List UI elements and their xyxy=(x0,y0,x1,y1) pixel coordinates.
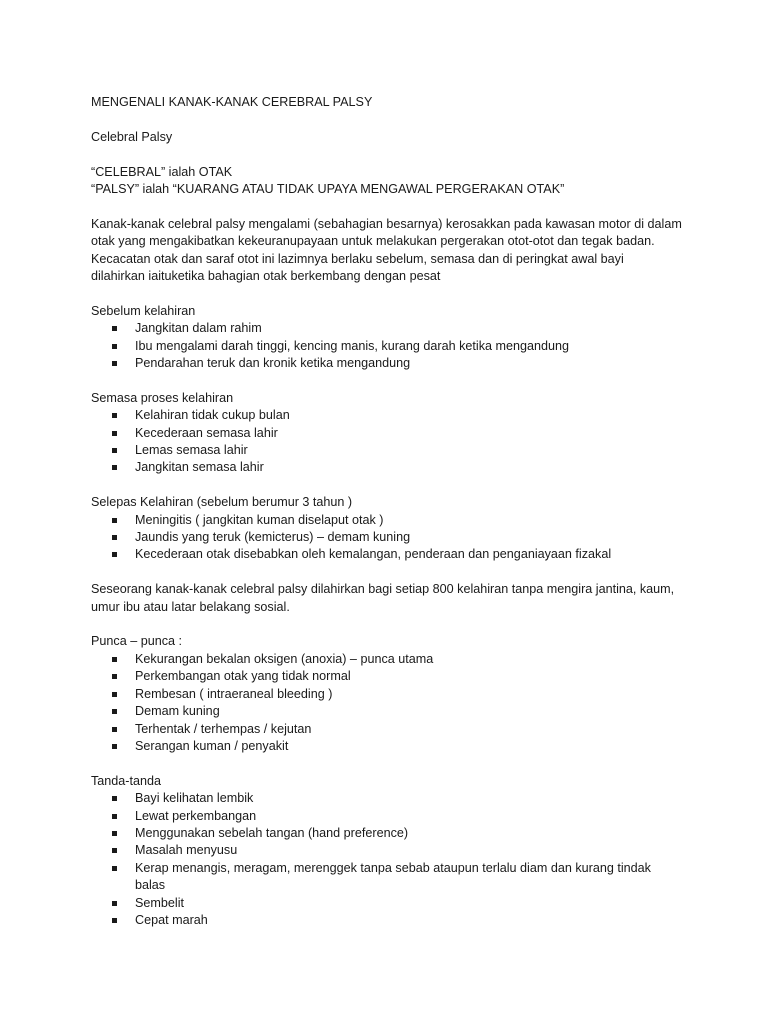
section-signs xyxy=(91,773,691,930)
section-causes xyxy=(91,633,691,755)
square-bullet-icon xyxy=(112,674,117,679)
list-item: Perkembangan otak yang tidak normal xyxy=(91,668,691,685)
intro-line: Kanak-kanak celebral palsy mengalami (sebahagian besarnya) kerosakkan pada kawasan motor di dalam xyxy=(91,216,682,231)
list-item: Serangan kuman / penyakit xyxy=(91,738,691,755)
list-item: Meningitis ( jangkitan kuman diselaput otak ) xyxy=(91,512,691,529)
bullet-list xyxy=(91,407,691,477)
square-bullet-icon xyxy=(112,552,117,557)
list-item: Lewat perkembangan xyxy=(91,808,691,825)
list-item: Masalah menyusu xyxy=(91,842,691,859)
list-item: Demam kuning xyxy=(91,703,691,720)
list-item: Kelahiran tidak cukup bulan xyxy=(91,407,691,424)
square-bullet-icon xyxy=(112,709,117,714)
list-item: Pendarahan teruk dan kronik ketika mengandung xyxy=(91,355,691,372)
square-bullet-icon xyxy=(112,848,117,853)
section-before-birth xyxy=(91,303,691,373)
statistic-paragraph xyxy=(91,581,691,616)
intro-line: Kecacatan otak dan saraf otot ini lazimnya berlaku sebelum, semasa dan di peringkat awal bayi xyxy=(91,251,624,266)
square-bullet-icon xyxy=(112,814,117,819)
definition-celebral: “CELEBRAL” ialah OTAK xyxy=(91,164,233,179)
section-after-birth xyxy=(91,494,691,564)
square-bullet-icon xyxy=(112,692,117,697)
square-bullet-icon xyxy=(112,413,117,418)
square-bullet-icon xyxy=(112,448,117,453)
list-item: Lemas semasa lahir xyxy=(91,442,691,459)
list-item: Kecederaan semasa lahir xyxy=(91,425,691,442)
list-item: Rembesan ( intraeraneal bleeding ) xyxy=(91,686,691,703)
square-bullet-icon xyxy=(112,918,117,923)
list-item: Jangkitan semasa lahir xyxy=(91,459,691,476)
list-item: Bayi kelihatan lembik xyxy=(91,790,691,807)
section-heading: Selepas Kelahiran (sebelum berumur 3 tahun ) xyxy=(91,495,353,510)
bullet-list xyxy=(91,512,691,564)
list-item: Menggunakan sebelah tangan (hand preference) xyxy=(91,825,691,842)
intro-line: dilahirkan iaituketika bahagian otak berkembang dengan pesat xyxy=(91,269,441,284)
list-item: Terhentak / terhempas / kejutan xyxy=(91,721,691,738)
statistic-line: Seseorang kanak-kanak celebral palsy dilahirkan bagi setiap 800 kelahiran tanpa mengira jantina, kaum, xyxy=(91,582,675,597)
list-item: Kerap menangis, meragam, merenggek tanpa sebab ataupun terlalu diam dan kurang tindak balas xyxy=(91,860,691,895)
section-heading: Punca – punca : xyxy=(91,634,183,649)
square-bullet-icon xyxy=(112,901,117,906)
section-heading: Semasa proses kelahiran xyxy=(91,390,234,405)
document-subtitle: Celebral Palsy xyxy=(91,129,173,144)
square-bullet-icon xyxy=(112,326,117,331)
intro-paragraph xyxy=(91,216,691,286)
list-item: Jangkitan dalam rahim xyxy=(91,320,691,337)
bullet-list xyxy=(91,320,691,372)
definition-palsy: “PALSY” ialah “KUARANG ATAU TIDAK UPAYA MENGAWAL PERGERAKAN OTAK” xyxy=(91,182,565,196)
square-bullet-icon xyxy=(112,831,117,836)
square-bullet-icon xyxy=(112,535,117,540)
section-during-birth xyxy=(91,390,691,477)
list-item: Kecederaan otak disebabkan oleh kemalangan, penderaan dan penganiayaan fizakal xyxy=(91,546,691,563)
square-bullet-icon xyxy=(112,344,117,349)
section-heading: Sebelum kelahiran xyxy=(91,303,196,318)
square-bullet-icon xyxy=(112,727,117,732)
square-bullet-icon xyxy=(112,361,117,366)
list-item: Ibu mengalami darah tinggi, kencing manis, kurang darah ketika mengandung xyxy=(91,338,691,355)
square-bullet-icon xyxy=(112,866,117,871)
bullet-list xyxy=(91,790,691,929)
square-bullet-icon xyxy=(112,431,117,436)
square-bullet-icon xyxy=(112,744,117,749)
list-item: Jaundis yang teruk (kemicterus) – demam kuning xyxy=(91,529,691,546)
list-item: Kekurangan bekalan oksigen (anoxia) – punca utama xyxy=(91,651,691,668)
section-heading: Tanda-tanda xyxy=(91,773,162,788)
intro-line: otak yang mengakibatkan kekeuranupayaan untuk melakukan pergerakan otot-otot dan tegak badan. xyxy=(91,234,655,249)
square-bullet-icon xyxy=(112,465,117,470)
square-bullet-icon xyxy=(112,518,117,523)
square-bullet-icon xyxy=(112,796,117,801)
list-item: Cepat marah xyxy=(91,912,691,929)
bullet-list xyxy=(91,651,691,755)
square-bullet-icon xyxy=(112,657,117,662)
document-title: MENGENALI KANAK-KANAK CEREBRAL PALSY xyxy=(91,95,373,109)
document-page xyxy=(91,94,691,929)
statistic-line: umur ibu atau latar belakang sosial. xyxy=(91,599,290,614)
list-item: Sembelit xyxy=(91,895,691,912)
